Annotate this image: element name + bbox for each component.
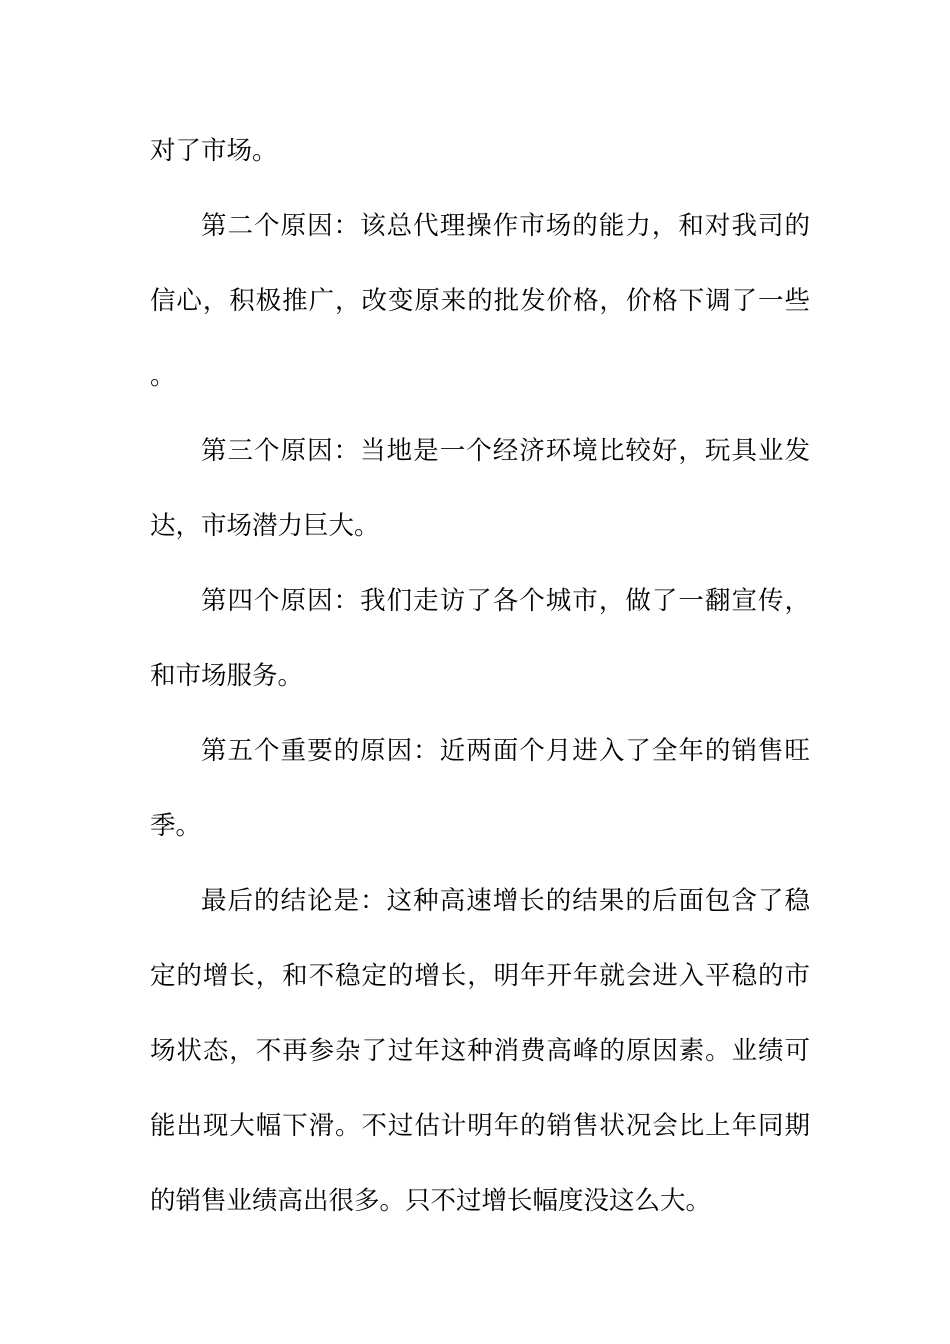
document-body bbox=[150, 114, 810, 1239]
paragraph-conclusion: 最后的结论是：这种高速增长的结果的后面包含了稳定的增长，和不稳定的增长，明年开年就会进入平稳的市场状态，不再参杂了过年这种消费高峰的原因素。业绩可能出现大幅下滑。不过估计明年的销售状况会比上年同期的销售业绩高出很多。只不过增长幅度没这么大。 bbox=[150, 886, 810, 1216]
paragraph-reason-3: 第三个原因：当地是一个经济环境比较好，玩具业发达，市场潜力巨大。 bbox=[150, 436, 810, 541]
paragraph-continuation: 对了市场。 bbox=[150, 136, 278, 166]
paragraph-reason-4: 第四个原因：我们走访了各个城市，做了一翻宣传，和市场服务。 bbox=[150, 586, 810, 691]
paragraph-reason-2: 第二个原因：该总代理操作市场的能力，和对我司的信心，积极推广，改变原来的批发价格，价格下调了一些。 bbox=[150, 211, 810, 391]
paragraph-reason-5: 第五个重要的原因：近两面个月进入了全年的销售旺季。 bbox=[150, 736, 810, 841]
